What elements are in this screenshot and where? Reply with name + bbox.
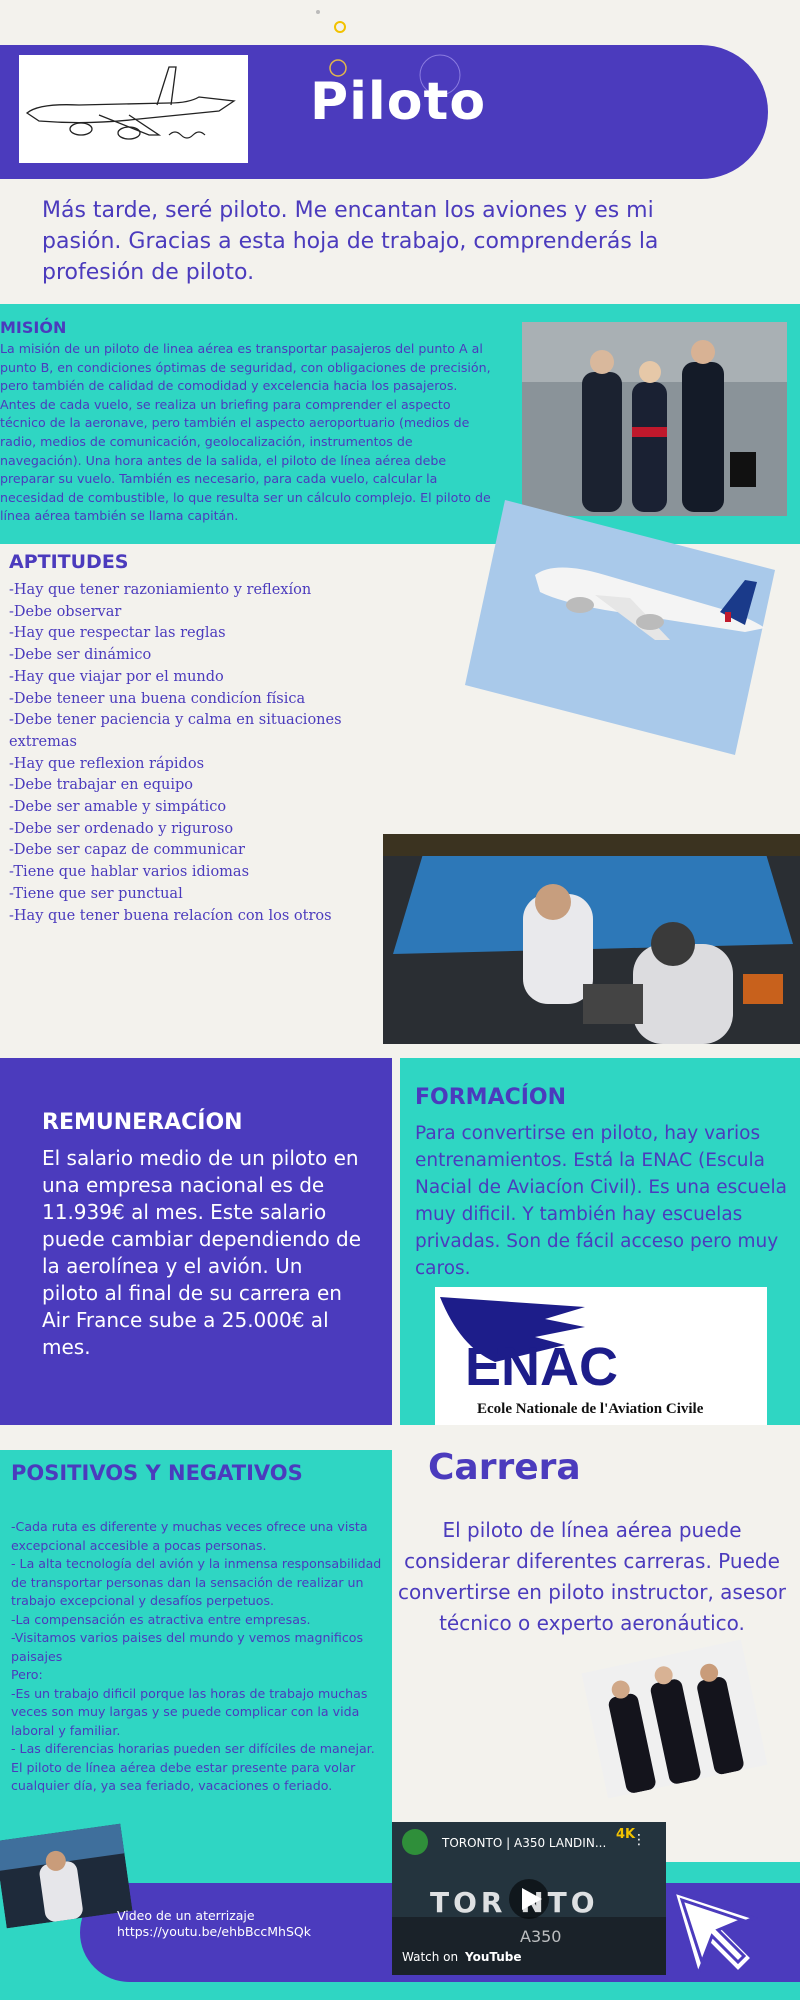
watch-on-label: Watch on [402,1950,459,1964]
mision-text: La misión de un piloto de linea aérea es transportar pasajeros del punto A al punto B, en condiciones óptimas de seguridad, con obligaciones de precisión, pero también de calidad de comodidad y excelencia hacia los pasajeros. Antes de cada vuelo, se realiza un briefing para comprender el aspecto técnico de la aeronave, pero también el aspecto aeroportuario (medios de radio, medios de comunicación, geolocalización, instrumentos de navegación). Una hora antes de la salida, el piloto de línea aérea debe preparar su vuelo. También es necesario, para cada vuelo, calcular la necesidad de combustible, lo que resulta ser un cálculo complejo. El piloto de línea aérea también se llama capitán. [0,341,491,524]
formacion-text: Para convertirse en piloto, hay varios entrenamientos. Está la ENAC (Escula Nacial de Aviacíon Civil). Es una escuela muy dificil. Y también hay escuelas privadas. Son de fácil acceso pero muy caros. [415,1123,787,1279]
video-big-text: TOR NTO [430,1886,599,1919]
pilots-photo [581,1639,767,1798]
list-item: -Debe ser dinámico [9,647,152,664]
list-item: -Debe trabajar en equipo [9,777,193,794]
enac-logo [435,1287,767,1425]
list-item: -Debe tener paciencia y calma en situaciones extremas [9,712,342,750]
positivos-line: Pero: [11,1667,43,1682]
list-item: -Tiene que ser punctual [9,885,183,902]
remuneracion-title: REMUNERACÍON [42,1110,243,1135]
svg-text:4K: 4K [616,1827,636,1842]
positivos-title: POSITIVOS Y NEGATIVOS [11,1461,303,1485]
list-item: -Debe observar [9,603,122,620]
video-label-text: Video de un aterrizaje [117,1908,255,1923]
mision-title: MISIÓN [0,318,67,337]
youtube-brand: YouTube [465,1950,522,1964]
page-title: Piloto [310,72,487,132]
positivos-line: -La compensación es atractiva entre empresas. [11,1611,311,1627]
crew-photo [522,322,787,516]
aptitudes-list [9,580,379,927]
remuneracion-text: El salario medio de un piloto en una empresa nacional es de 11.939€ al mes. Este salario puede cambiar dependiendo de la aerolínea y el avión. Un piloto al final de su carrera en Air France sube a 25.000€ al mes. [42,1146,362,1359]
intro-text: Más tarde, seré piloto. Me encantan los aviones y es mi pasión. Gracias a esta hoja de trabajo, comprenderás la profesión de piloto. [42,198,659,285]
enac-logo-text: ENAC [465,1337,619,1397]
carrera-text: El piloto de línea aérea puede considerar diferentes carreras. Puede convertirse en piloto instructor, asesor técnico o experto aeronáutico. [397,1518,787,1635]
enac-logo-subtext: Ecole Nationale de l'Aviation Civile [477,1401,704,1417]
plane-line-drawing [19,55,248,163]
list-item: -Hay que reflexion rápidos [9,755,205,772]
list-item: -Hay que tener razoniamiento y reflexíon [9,582,312,598]
list-item: -Debe ser capaz de communicar [9,842,245,859]
carrera-title: Carrera [428,1447,581,1488]
video-sub-text: A350 [520,1927,562,1946]
positivos-text [11,1518,383,1796]
list-item: -Tiene que hablar varios idiomas [9,864,250,881]
airplane-photo [465,500,775,755]
list-item: -Hay que viajar por el mundo [9,668,224,685]
cockpit-photo [383,834,800,1044]
positivos-line: - La alta tecnología del avión y la inmensa responsabilidad de transportar personas dan la sensación de realizar un trabajo excepcional y desafíos perpetuos. [11,1556,382,1608]
positivos-line: - Las diferencias horarias pueden ser difíciles de manejar. El piloto de línea aérea debe estar presente para volar cualquier día, ya sea feriado, vacaciones o feriado. [11,1741,375,1793]
positivos-line: -Visitamos varios paises del mundo y vemos magnificos paisajes [11,1630,364,1664]
positivos-line: -Es un trabajo dificil porque las horas de trabajo muchas veces son muy largas y se puede complicar con la vida laboral y familiar. [11,1685,368,1738]
aptitudes-title: APTITUDES [9,551,129,573]
list-item: -Debe teneer una buena condicíon física [9,690,306,707]
list-item: -Debe ser ordenado y riguroso [9,820,234,837]
youtube-video-embed[interactable] [392,1822,666,1975]
list-item: -Hay que respectar las reglas [9,625,226,642]
video-url-link[interactable]: https://youtu.be/ehbBccMhSQk [117,1924,311,1939]
list-item: -Debe ser amable y simpático [9,799,227,816]
more-options-icon[interactable]: ⋮ [632,1832,646,1848]
positivos-line: -Cada ruta es diferente y muchas veces ofrece una vista excepcional accesible a pocas personas. [11,1519,368,1553]
video-title: TORONTO | A350 LANDIN... [442,1836,607,1850]
formacion-title: FORMACÍON [415,1085,567,1110]
list-item: -Hay que tener buena relacíon con los otros [9,907,332,924]
video-label [117,1908,311,1940]
small-cockpit-photo [0,1824,133,1929]
cursor-arrow-icon [668,1886,766,1984]
